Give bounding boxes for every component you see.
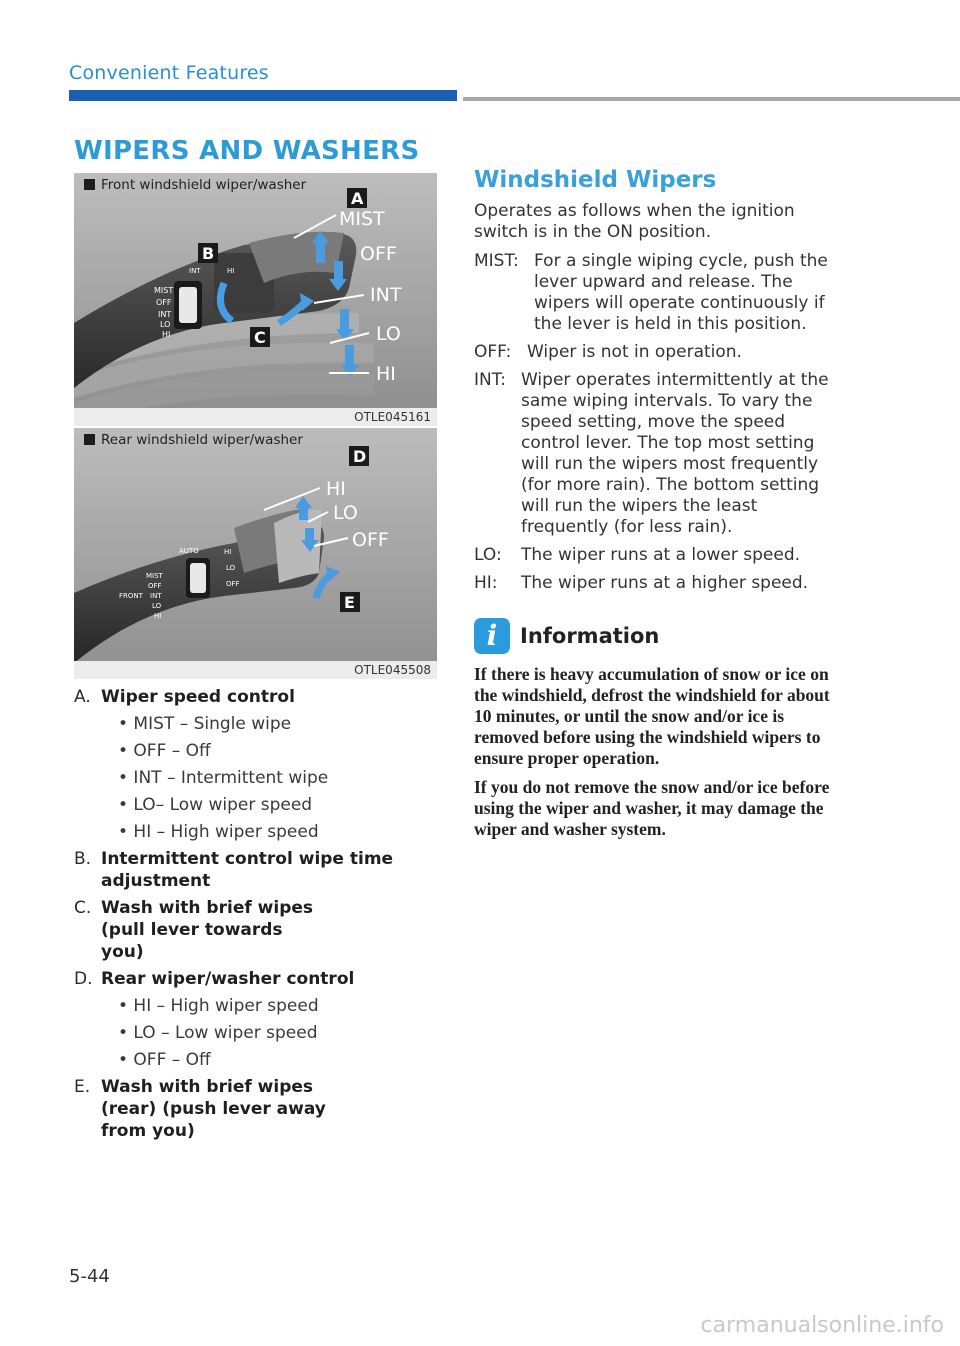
front-wiper-illustration (74, 173, 437, 426)
position-label: HI (326, 478, 346, 500)
stalk-label: OFF (148, 582, 162, 590)
definition-lo (474, 545, 844, 566)
caption-square-icon (84, 179, 95, 190)
list-bullet: • OFF – Off (118, 741, 211, 761)
list-heading: Wiper speed control (101, 687, 295, 707)
stalk-label: LO (226, 564, 236, 572)
stalk-label: LO (160, 320, 171, 329)
position-label: LO (333, 502, 358, 524)
definition-term: HI: (474, 573, 498, 593)
list-bullet: • LO – Low wiper speed (118, 1023, 318, 1043)
figure-caption-text: Rear windshield wiper/washer (101, 432, 303, 448)
list-item (74, 848, 444, 892)
definition-term: OFF: (474, 342, 512, 362)
stalk-label: HI (162, 330, 171, 339)
definition-hi (474, 573, 844, 594)
position-label: INT (370, 284, 402, 306)
figure-caption (84, 177, 306, 193)
definition-desc: The wiper runs at a lower speed. (521, 545, 801, 565)
stalk-label: HI (227, 267, 235, 275)
information-paragraph: If you do not remove the snow and/or ice before using the wiper and washer, it may damage the wiper and washer system. (474, 777, 830, 839)
watermark: carmanualsonline.info (700, 1313, 944, 1338)
definition-off (474, 342, 844, 363)
stalk-label: OFF (156, 298, 172, 307)
callout-b: B (202, 244, 215, 263)
stalk-label: AUTO (179, 547, 199, 555)
stalk-label: FRONT (119, 592, 143, 600)
list-bullet: • HI – High wiper speed (118, 996, 319, 1016)
definition-term: MIST: (474, 251, 519, 271)
list-letter: D. (74, 969, 93, 989)
definition-desc: The wiper runs at a higher speed. (521, 573, 809, 593)
position-label: MIST (339, 208, 385, 230)
stalk-label: INT (158, 310, 172, 319)
definition-int (474, 370, 844, 538)
information-box (474, 618, 844, 848)
information-header (474, 618, 844, 654)
stalk-label: HI (224, 548, 232, 556)
list-heading: Rear wiper/washer control (101, 969, 355, 989)
front-wiper-figure (74, 173, 437, 426)
callout-d: D (353, 447, 367, 466)
list-bullet: • LO– Low wiper speed (118, 795, 313, 815)
information-paragraph: If there is heavy accumulation of snow or ice on the windshield, defrost the windshield for about 10 minutes, or until the snow and/or ice is removed before using the windshield wipers to ensure proper operation. (474, 664, 830, 768)
stalk-label: HI (154, 612, 162, 620)
figure-code: OTLE045161 (354, 410, 431, 424)
position-label: OFF (352, 529, 389, 551)
stalk-label: INT (189, 267, 201, 275)
figure-caption (84, 432, 303, 448)
callout-e: E (344, 593, 355, 612)
definition-desc: For a single wiping cycle, push the lever upward and release. The wipers will operate continuously if the lever is held in this position. (534, 251, 828, 334)
list-heading: Wash with brief wipes (rear) (push lever away from you) (101, 1077, 326, 1141)
definition-mist (474, 251, 844, 335)
rear-wiper-illustration (74, 428, 437, 679)
windshield-title: Windshield Wipers (474, 167, 717, 193)
position-label: HI (376, 363, 396, 385)
figure-code: OTLE045508 (354, 663, 431, 677)
definition-desc: Wiper is not in operation. (527, 342, 742, 362)
stalk-label: MIST (146, 572, 163, 580)
list-bullet: • MIST – Single wipe (118, 714, 292, 734)
page-number: 5-44 (69, 1266, 110, 1287)
info-icon: i (474, 618, 510, 654)
list-bullet: • HI – High wiper speed (118, 822, 319, 842)
caption-square-icon (84, 434, 95, 445)
stalk-label: OFF (226, 580, 240, 588)
definition-term: INT: (474, 370, 506, 390)
list-letter: B. (74, 849, 92, 869)
header-rule-gray (463, 97, 960, 101)
list-item (74, 968, 444, 1071)
page-title: WIPERS AND WASHERS (74, 136, 420, 166)
section-header: Convenient Features (69, 62, 269, 84)
callout-a: A (351, 189, 364, 208)
definition-term: LO: (474, 545, 502, 565)
list-letter: A. (74, 687, 91, 707)
position-label: LO (376, 323, 401, 345)
header-rule-blue (69, 90, 457, 101)
information-title: Information (520, 624, 660, 648)
list-item (74, 1076, 444, 1142)
list-letter: E. (74, 1077, 91, 1097)
stalk-label: MIST (154, 286, 174, 295)
list-letter: C. (74, 898, 92, 918)
stalk-label: INT (150, 592, 162, 600)
stalk-label: LO (152, 602, 162, 610)
list-heading: Wash with brief wipes (pull lever towards you) (101, 898, 314, 962)
windshield-intro: Operates as follows when the ignition switch is in the ON position. (474, 201, 795, 242)
control-list (74, 686, 444, 1147)
list-bullet: • OFF – Off (118, 1050, 211, 1070)
rear-wiper-figure (74, 428, 437, 679)
list-heading: Intermittent control wipe time adjustment (101, 849, 394, 891)
definition-desc: Wiper operates intermittently at the same wiping intervals. To vary the speed setting, move the speed control lever. The top most setting will run the wipers most frequently (for more rain). The bottom setting will run the wipers the least frequently (for less rain). (521, 370, 829, 537)
list-item (74, 897, 444, 963)
list-bullet: • INT – Intermittent wipe (118, 768, 329, 788)
position-label: OFF (360, 243, 397, 265)
callout-c: C (254, 328, 266, 347)
windshield-section (474, 167, 844, 601)
list-item (74, 686, 444, 843)
figure-caption-text: Front windshield wiper/washer (101, 177, 307, 193)
